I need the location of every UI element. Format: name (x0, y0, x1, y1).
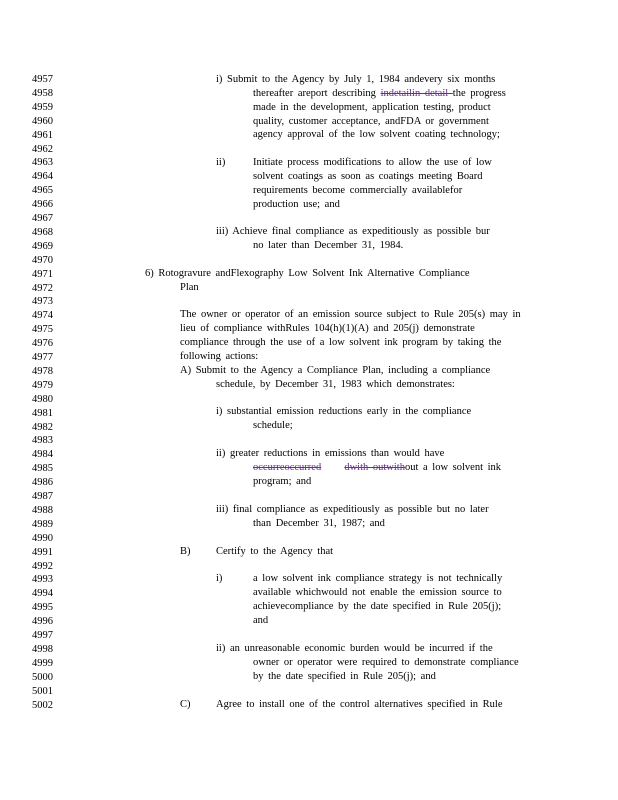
line-number: 4994 (32, 588, 53, 600)
text-line: quality, customer acceptance, andFDA or government (253, 116, 489, 127)
text-line: by the date specified in Rule 205(j); and (253, 671, 436, 682)
text-line: owner or operator were required to demonstrate compliance (253, 657, 519, 668)
line-number: 4990 (32, 532, 53, 544)
text-line: i) substantial emission reductions early in the compliance (216, 406, 472, 417)
line-number: 4975 (32, 324, 53, 336)
line-number: 4961 (32, 129, 53, 141)
text-line: ii) an unreasonable economic burden would be incurred if the (216, 643, 493, 654)
line-number: 4979 (32, 379, 53, 391)
line-number: 4983 (32, 435, 53, 447)
text-line (253, 461, 501, 475)
text-line: iii) Achieve final compliance as expeditiously as possible bur (216, 226, 490, 237)
line-number: 4962 (32, 143, 53, 155)
line-number: 4971 (32, 268, 53, 280)
line-number: 4986 (32, 477, 53, 489)
line-number: 4999 (32, 657, 53, 669)
line-number: 4967 (32, 213, 53, 224)
line-number: 4960 (32, 115, 53, 127)
line-number: 4972 (32, 282, 53, 294)
line-number: 4964 (32, 171, 53, 183)
text-line: ii) greater reductions in emissions than would have (216, 448, 445, 459)
line-number: 4989 (32, 518, 53, 530)
line-number: 4977 (32, 352, 53, 363)
line-number: 4988 (32, 504, 53, 516)
text-line: available whichwould not enable the emission source to (253, 587, 502, 598)
line-number: 4981 (32, 407, 53, 419)
section-heading: 6) Rotogravure andFlexography Low Solvent Ink Alternative Compliance (145, 268, 470, 279)
text-line: schedule; (253, 420, 293, 431)
line-number: 4984 (32, 449, 53, 461)
line-number: 4992 (32, 560, 53, 572)
line-number: 5001 (32, 685, 53, 697)
text-line: solvent coatings as soon as coatings meeting Board (253, 171, 483, 182)
text-line: a low solvent ink compliance strategy is not technically (253, 573, 503, 584)
text-segment: the progress (452, 88, 506, 99)
text-line (253, 87, 506, 101)
line-number: 4982 (32, 421, 53, 433)
deleted-text: occurreoccurred (253, 462, 322, 473)
text-line: schedule, by December 31, 1983 which demonstrates: (216, 379, 455, 390)
line-number: 4965 (32, 185, 53, 197)
line-number: 4963 (32, 157, 53, 169)
line-number: 4980 (32, 393, 53, 405)
line-number: 4991 (32, 546, 53, 558)
text-line: made in the development, application testing, product (253, 102, 491, 113)
text-line: achievecompliance by the date specified in Rule 205(j); (253, 601, 502, 612)
line-number: 4978 (32, 365, 53, 377)
text-line: requirements become commercially availablefor (253, 185, 463, 196)
text-line: agency approval of the low solvent coating technology; (253, 129, 500, 140)
list-marker: ii) (216, 157, 226, 168)
line-number: 4959 (32, 101, 53, 113)
text-line: A) Submit to the Agency a Compliance Plan, including a compliance (180, 365, 491, 376)
line-number: 5002 (32, 699, 53, 711)
line-number: 4998 (32, 643, 53, 655)
line-number: 4970 (32, 254, 53, 266)
text-line: production use; and (253, 199, 340, 210)
text-line: following actions: (180, 351, 259, 362)
deleted-text: indetailin detail (380, 88, 453, 99)
list-marker: C) (180, 699, 191, 710)
text-segment: thereafter areport describing (253, 88, 381, 99)
text-line: Initiate process modifications to allow the use of low (253, 157, 492, 168)
line-number: 4958 (32, 87, 53, 99)
line-number: 4987 (32, 491, 53, 502)
text-line: i) Submit to the Agency by July 1, 1984 andevery six months (216, 74, 496, 85)
line-number: 4997 (32, 630, 53, 641)
text-line: Agree to install one of the control alternatives specified in Rule (216, 699, 503, 710)
line-number: 4996 (32, 616, 53, 628)
list-marker: i) (216, 573, 223, 584)
line-number: 4968 (32, 226, 53, 238)
text-line: program; and (253, 476, 312, 487)
line-number: 4957 (32, 74, 53, 85)
line-number: 4974 (32, 310, 53, 322)
text-line: than December 31, 1987; and (253, 518, 385, 529)
line-number: 4976 (32, 338, 53, 350)
text-line: lieu of compliance withRules 104(h)(1)(A) and 205(j) demonstrate (180, 323, 475, 334)
line-number: 4995 (32, 602, 53, 614)
text-line: no later than December 31, 1984. (253, 240, 404, 251)
deleted-text: dwith outwith (344, 462, 405, 473)
list-marker: B) (180, 546, 191, 557)
text-line: iii) final compliance as expeditiously as possible but no later (216, 504, 489, 515)
line-number: 4969 (32, 240, 53, 252)
line-number: 4966 (32, 199, 53, 211)
text-line: The owner or operator of an emission source subject to Rule 205(s) may in (180, 309, 521, 320)
line-number: 4993 (32, 574, 53, 586)
line-number: 5000 (32, 671, 53, 683)
text-line: Certify to the Agency that (216, 546, 334, 557)
text-line: and (253, 615, 269, 626)
text-segment: out a low solvent ink (404, 462, 502, 473)
section-heading: Plan (180, 282, 199, 293)
line-number: 4985 (32, 463, 53, 475)
text-line: compliance through the use of a low solvent ink program by taking the (180, 337, 502, 348)
line-number: 4973 (32, 296, 53, 308)
